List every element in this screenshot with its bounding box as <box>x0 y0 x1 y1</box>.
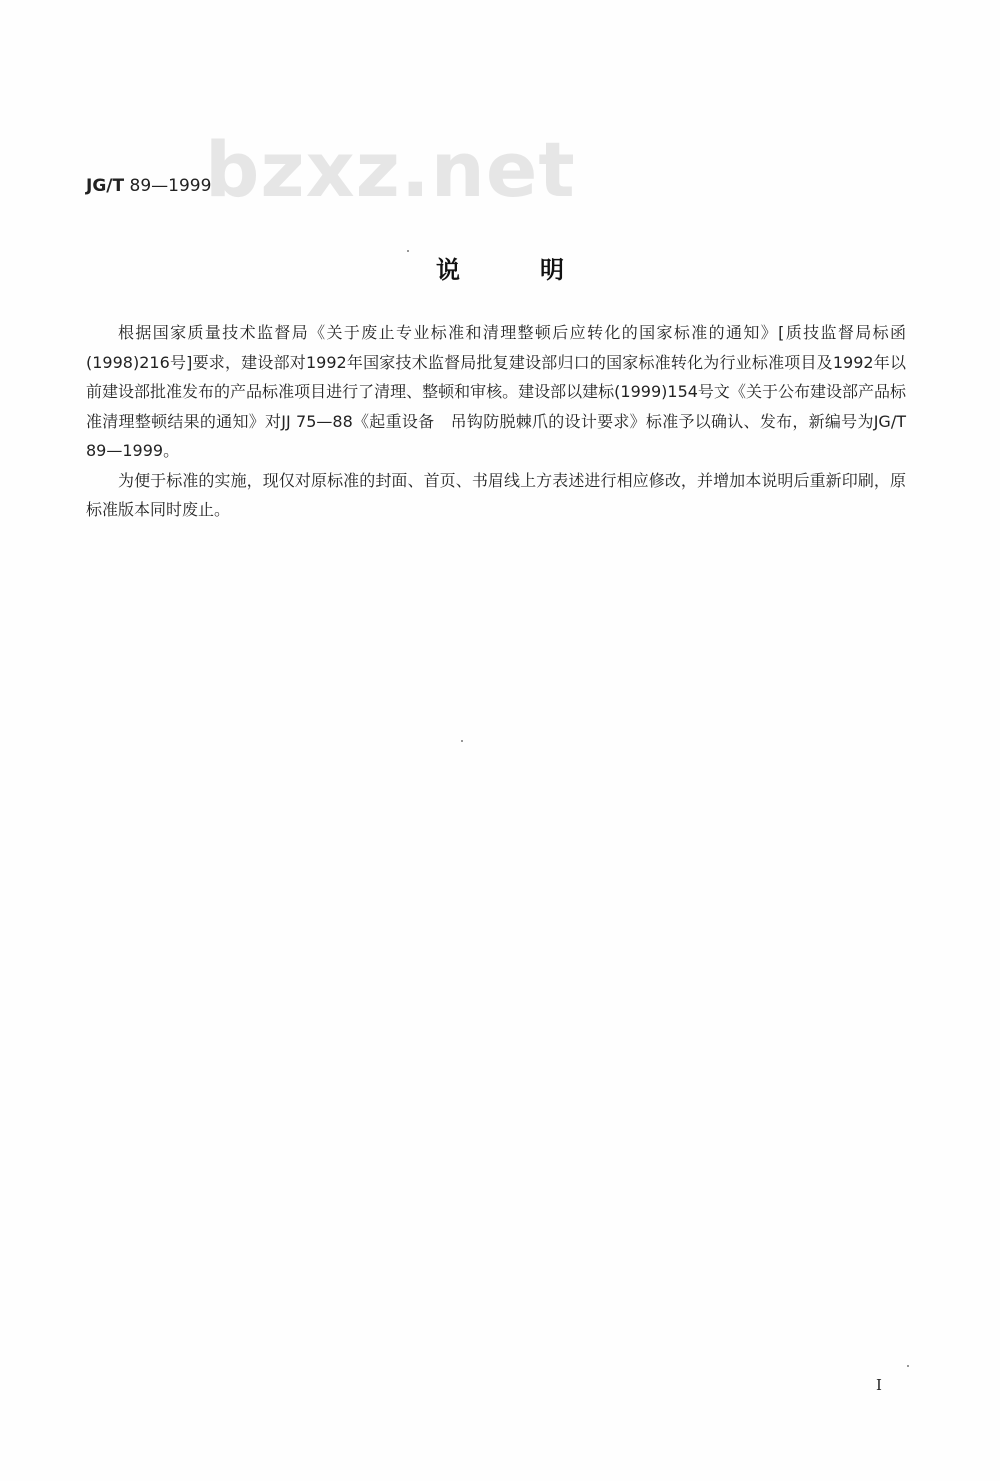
standard-code-number: 89—1999 <box>129 176 212 196</box>
scan-speck <box>461 740 463 742</box>
page-number: I <box>876 1376 882 1394</box>
scan-speck <box>907 1365 909 1367</box>
body-text <box>86 318 906 525</box>
page-title: 说明 <box>436 256 644 284</box>
standard-code <box>86 178 211 195</box>
paragraph-2: 为便于标准的实施，现仅对原标准的封面、首页、书眉线上方表述进行相应修改，并增加本说明后重新印刷，原标准版本同时废止。 <box>86 470 906 519</box>
watermark: bzxz.net <box>205 125 576 214</box>
paragraph-1: 根据国家质量技术监督局《关于废止专业标准和清理整顿后应转化的国家标准的通知》[质技监督局标函(1998)216号]要求，建设部对1992年国家技术监督局批复建设部归口的国家标准转化为行业标准项目及1992年以前建设部批准发布的产品标准项目进行了清理、整顿和审核。建设部以建标(1999)154号文《关于公布建设部产品标准清理整顿结果的通知》对JJ 75—88《起重设备 吊钩防脱棘爪的设计要求》标准予以确认、发布，新编号为JG/T 89—1999。 <box>86 323 906 460</box>
standard-code-prefix: JG/T <box>86 176 125 196</box>
scan-speck <box>407 250 409 252</box>
